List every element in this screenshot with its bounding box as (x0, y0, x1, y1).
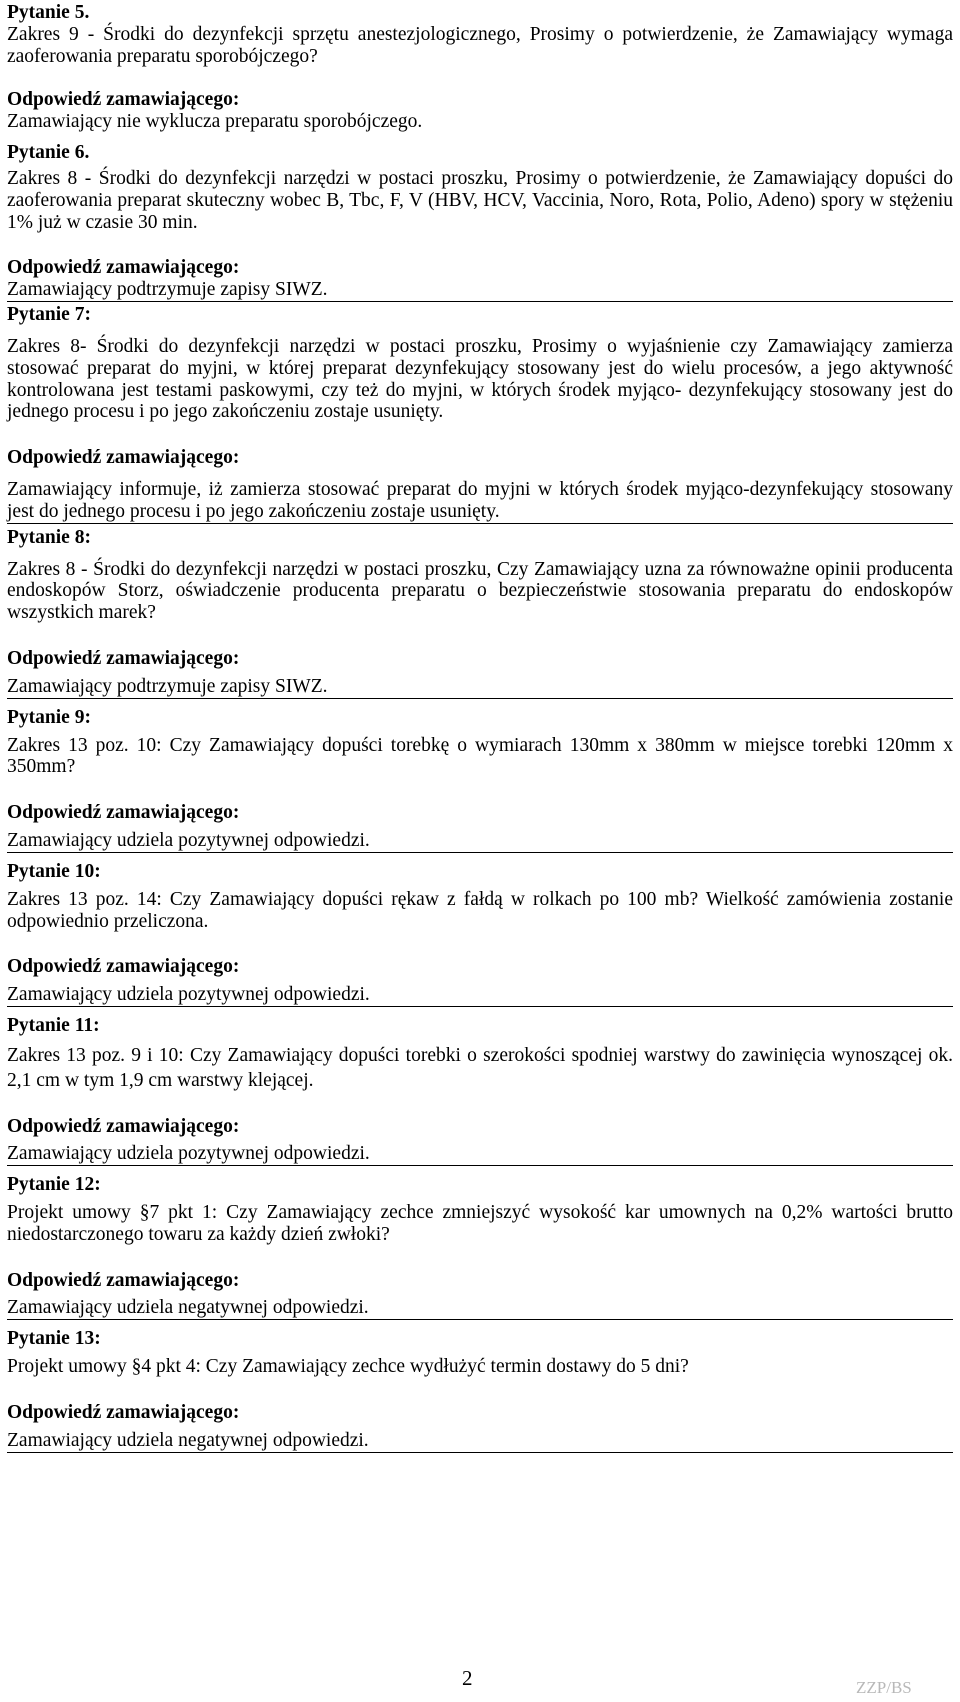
response-label: Odpowiedź zamawiającego: (7, 89, 240, 111)
page-number: 2 (462, 1666, 473, 1690)
question-title: Pytanie 12: (7, 1174, 101, 1196)
question-block-11 (7, 1015, 953, 1166)
response-label: Odpowiedź zamawiającego: (7, 1269, 240, 1291)
question-title: Pytanie 5. (7, 2, 90, 23)
question-block-13 (7, 1328, 953, 1452)
response-label: Odpowiedź zamawiającego: (7, 257, 240, 279)
question-text: Zakres 8- Środki do dezynfekcji narzędzi w postaci proszku, Prosimy o wyjaśnienie czy Zamawiający zamierza stosować preparat do myjni, w której preparat dezynfekujący stosowany jest do wielu procesów, a jego aktywność kontrolowana jest testami paskowymi, czy też do myjni, w których środek myjąco- dezynfekujący stosowany jest do jednego procesu i po jego zakończeniu zostaje usunięty. (7, 335, 953, 423)
question-text: Zakres 13 poz. 14: Czy Zamawiający dopuści rękaw z fałdą w rolkach po 100 mb? Wielkość zamówienia zostanie odpowiednio przeliczona. (7, 888, 953, 932)
answer-text: Zamawiający udziela negatywnej odpowiedzi. (7, 1430, 953, 1453)
response-label: Odpowiedź zamawiającego: (7, 447, 240, 469)
response-label: Odpowiedź zamawiającego: (7, 648, 240, 670)
qa-content (7, 2, 953, 1453)
question-text: Projekt umowy §4 pkt 4: Czy Zamawiający zechce wydłużyć termin dostawy do 5 dni? (7, 1356, 689, 1378)
question-text: Zakres 13 poz. 10: Czy Zamawiający dopuści torebkę o wymiarach 130mm x 380mm w miejsce torebki 120mm x 350mm? (7, 734, 953, 778)
question-block-6 (7, 142, 953, 302)
response-label: Odpowiedź zamawiającego: (7, 956, 240, 978)
answer-text: Zamawiający podtrzymuje zapisy SIWZ. (7, 279, 953, 302)
question-block-7 (7, 304, 953, 524)
question-text: Zakres 9 - Środki do dezynfekcji sprzętu anestezjologicznego, Prosimy o potwierdzenie, że Zamawiający wymaga zaoferowania preparatu sporobójczego? (7, 23, 953, 67)
answer-text: Zamawiający udziela pozytywnej odpowiedzi. (7, 830, 953, 853)
question-block-10 (7, 861, 953, 1007)
question-text: Projekt umowy §7 pkt 1: Czy Zamawiający zechce zmniejszyć wysokość kar umownych na 0,2% wartości brutto niedostarczonego towaru za każdy dzień zwłoki? (7, 1201, 953, 1245)
question-block-5 (7, 2, 953, 133)
question-title: Pytanie 10: (7, 860, 101, 882)
answer-text: Zamawiający podtrzymuje zapisy SIWZ. (7, 676, 953, 699)
answer-text: Zamawiający udziela negatywnej odpowiedzi. (7, 1297, 953, 1320)
answer-text: Zamawiający informuje, iż zamierza stosować preparat do myjni w których środek myjąco-dezynfekujący stosowany jest do jednego procesu i po jego zakończeniu zostaje usunięty. (7, 479, 953, 522)
question-block-9 (7, 707, 953, 853)
response-label: Odpowiedź zamawiającego: (7, 1115, 240, 1137)
question-title: Pytanie 13: (7, 1328, 101, 1350)
question-title: Pytanie 6. (7, 142, 90, 164)
question-title: Pytanie 9: (7, 706, 91, 728)
question-block-8 (7, 527, 953, 699)
answer-text: Zamawiający nie wyklucza preparatu sporobójczego. (7, 111, 423, 133)
question-text: Zakres 13 poz. 9 i 10: Czy Zamawiający dopuści torebki o szerokości spodniej warstwy do zawinięcia wynoszącej ok. 2,1 cm w tym 1,9 cm warstwy klejącej. (7, 1044, 953, 1092)
question-text: Zakres 8 - Środki do dezynfekcji narzędzi w postaci proszku, Czy Zamawiający uzna za równoważne opinii producenta endoskopów Storz, oświadczenie producenta preparatu o bezpieczeństwie stosowania preparatu do endoskopów wszystkich marek? (7, 558, 953, 624)
response-label: Odpowiedź zamawiającego: (7, 802, 240, 824)
response-label: Odpowiedź zamawiającego: (7, 1401, 240, 1423)
question-title: Pytanie 7: (7, 304, 91, 326)
question-title: Pytanie 8: (7, 526, 91, 548)
question-title: Pytanie 11: (7, 1014, 100, 1036)
answer-text: Zamawiający udziela pozytywnej odpowiedzi. (7, 1143, 953, 1166)
answer-text: Zamawiający udziela pozytywnej odpowiedzi. (7, 984, 953, 1007)
question-block-12 (7, 1174, 953, 1320)
question-text: Zakres 8 - Środki do dezynfekcji narzędzi w postaci proszku, Prosimy o potwierdzenie, że Zamawiający dopuści do zaoferowania preparat skuteczny wobec B, Tbc, F, V (HBV, HCV, Vaccinia, Noro, Rota, Polio, Adeno) spory w stężeniu 1% już w czasie 30 min. (7, 167, 953, 233)
document-code: ZZP/BS (856, 1678, 912, 1697)
